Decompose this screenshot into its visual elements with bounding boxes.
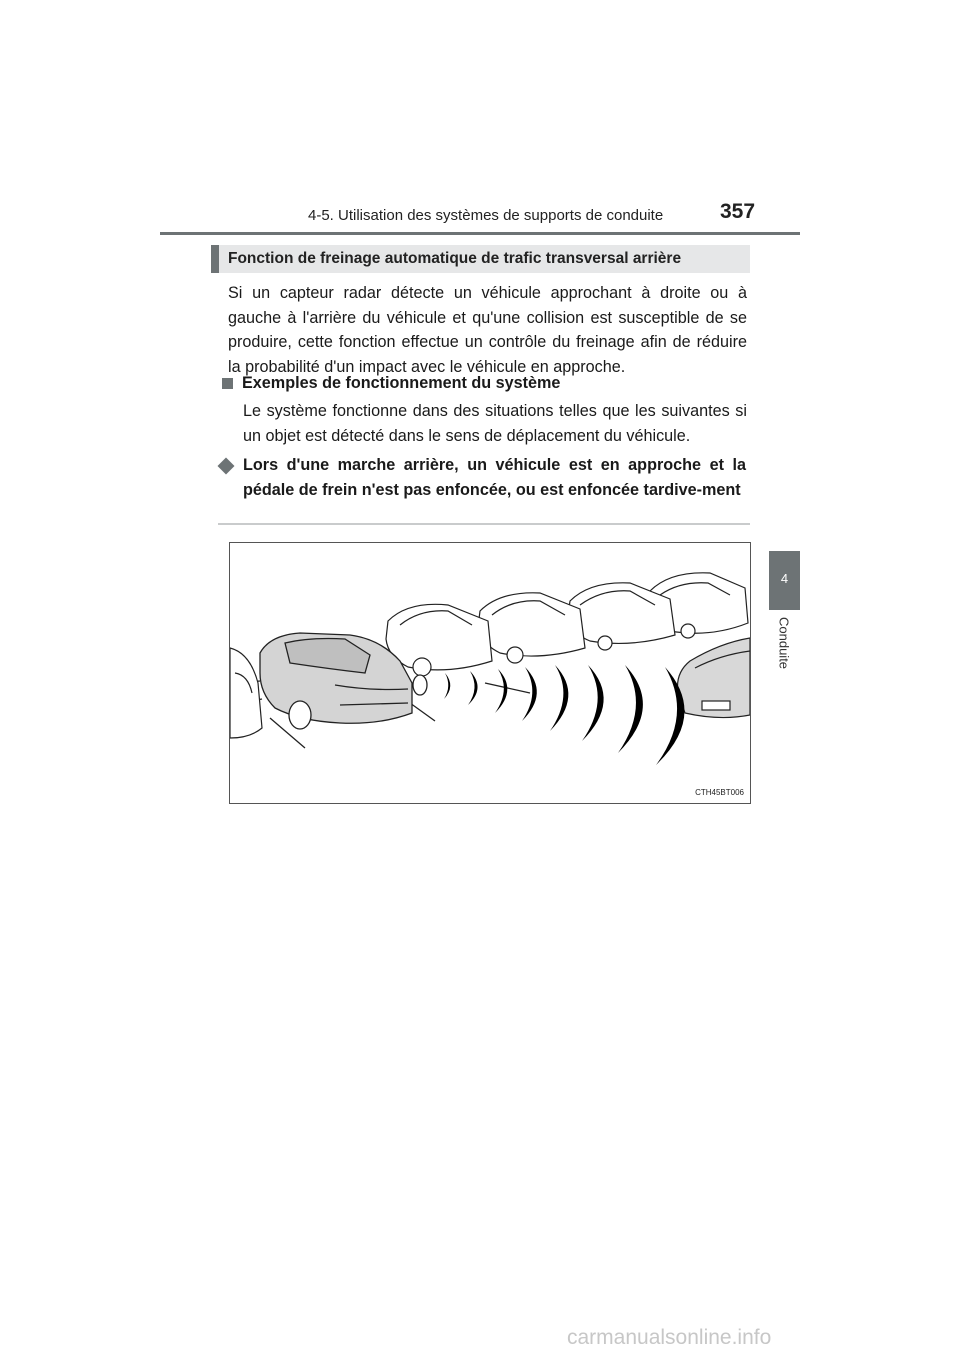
radar-wave: [495, 669, 507, 713]
parking-scene-drawing: [230, 543, 750, 803]
subsection-heading: [222, 374, 752, 393]
section-path: 4-5. Utilisation des systèmes de supports de conduite: [308, 207, 664, 224]
section-heading-bar: [211, 245, 219, 273]
chapter-label: Conduite: [776, 617, 792, 670]
car-wheel: [507, 647, 523, 663]
radar-wave: [550, 665, 568, 731]
car-wheel: [598, 636, 612, 650]
parking-radar-illustration: [229, 542, 751, 804]
radar-waves: [444, 665, 684, 765]
case-heading: Lors d'une marche arrière, un véhicule est en approche et la pédale de frein n'est pas enfoncée, ou est enfoncée tardive-ment: [243, 456, 746, 499]
section-heading-text: Fonction de freinage automatique de trafic transversal arrière: [228, 250, 682, 267]
approaching-car: [678, 638, 751, 718]
parking-line: [485, 683, 530, 693]
header-rule: [160, 232, 800, 235]
parking-line: [410, 703, 435, 721]
chapter-number: 4: [780, 571, 789, 586]
car-wheel: [413, 658, 431, 676]
intro-paragraph: Si un capteur radar détecte un véhicule approchant à droite ou à gauche à l'arrière du véhicule et qu'une collision est susceptible de se produire, cette fonction effectue un contrôle du freinage afin de réduire la probabilité d'un impact avec le véhicule en approche.: [228, 284, 747, 376]
diamond-bullet-icon: [218, 458, 235, 475]
chapter-tab: [769, 551, 800, 610]
radar-wave: [444, 673, 450, 699]
radar-wave: [582, 665, 604, 741]
radar-wave: [468, 671, 478, 705]
parked-car: [478, 593, 585, 656]
subsection-paragraph: Le système fonctionne dans des situations telles que les suivantes si un objet est détecté dans le sens de déplacement du véhicule.: [243, 402, 747, 445]
subsection-heading-text: Exemples de fonctionnement du système: [242, 374, 561, 392]
parked-car: [386, 604, 492, 670]
square-bullet-icon: [222, 378, 233, 389]
section-heading: [211, 245, 750, 273]
radar-wave: [618, 665, 643, 753]
page-number: 357: [720, 200, 756, 223]
case-rule: [218, 523, 750, 525]
watermark: carmanualsonline.info: [567, 1326, 772, 1349]
radar-wave: [522, 667, 537, 721]
left-parked-car: [230, 648, 262, 738]
car-wheel: [681, 624, 695, 638]
figure-code: CTH45BT006: [695, 788, 744, 797]
